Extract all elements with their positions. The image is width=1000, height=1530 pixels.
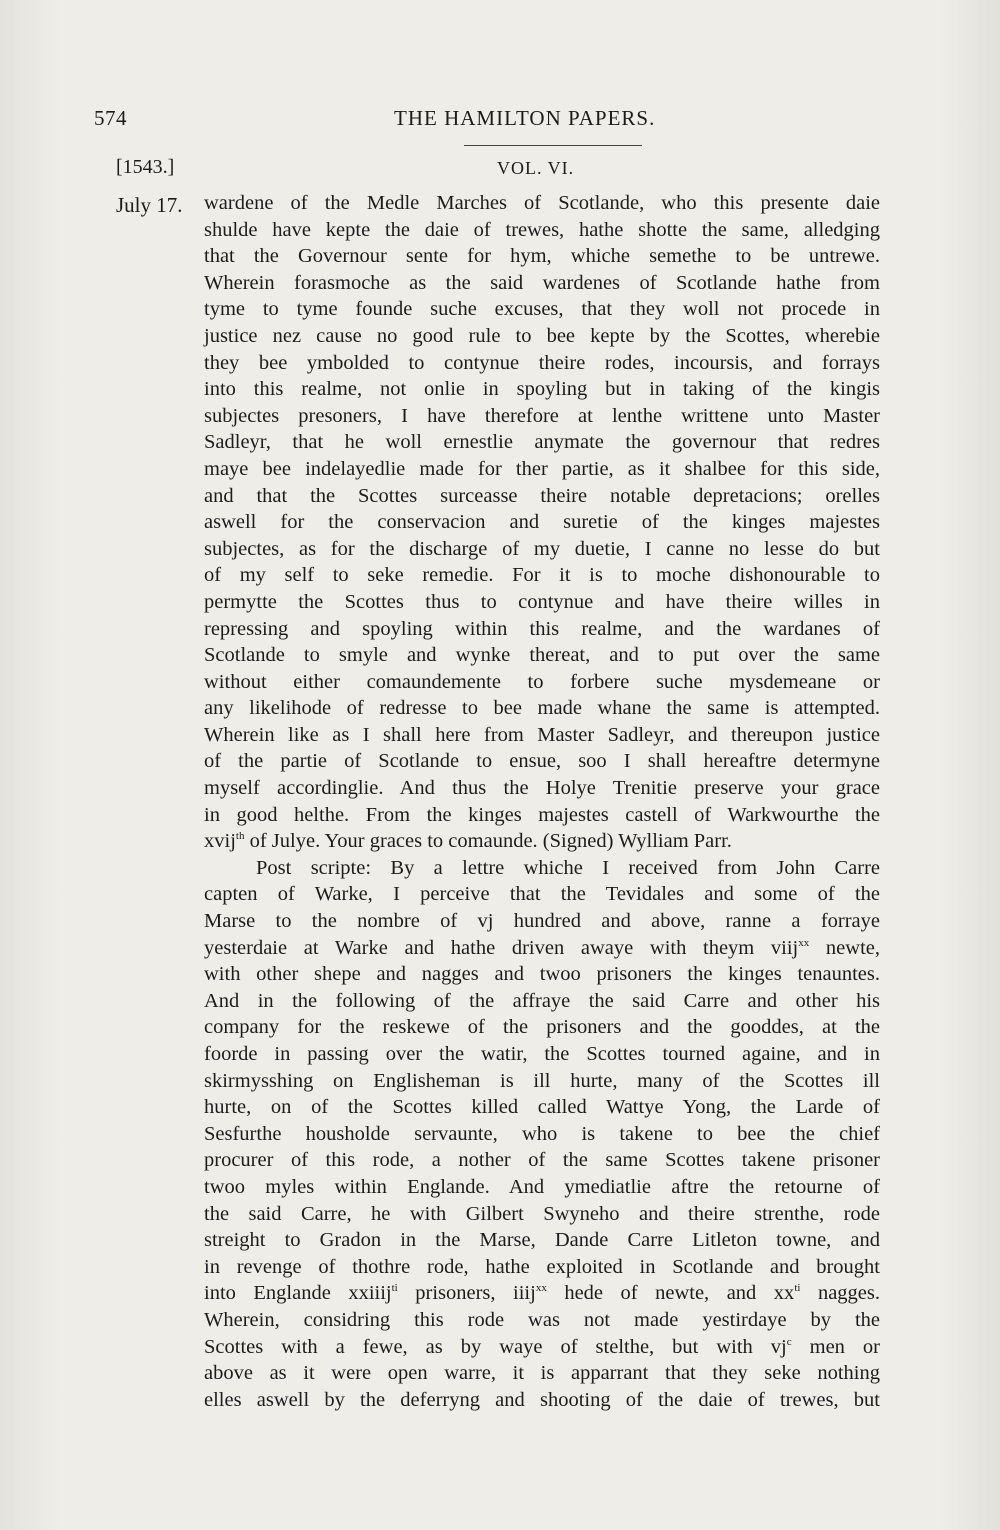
- paragraph-2-part-a: [204, 881, 880, 934]
- paragraph-2-part-b: [204, 961, 880, 1280]
- text-line: Wherein forasmoche as the said wardenes of Scotlande hathe from: [204, 271, 880, 294]
- text-line: aswell for the conservacion and suretie of the kinges majestes: [204, 511, 880, 534]
- text-line: with other shepe and nagges and twoo prisoners the kinges tenauntes.: [204, 963, 880, 986]
- volume-label: VOL. VI.: [497, 158, 575, 178]
- text-line: of the partie of Scotlande to ensue, soo I shall hereaftre determyne: [204, 750, 880, 773]
- text-line: skirmysshing on Englisheman is ill hurte, many of the Scottes ill: [204, 1069, 880, 1092]
- text-line: procurer of this rode, a nother of the same Scottes takene prisoner: [204, 1149, 880, 1172]
- running-title: THE HAMILTON PAPERS.: [394, 106, 656, 130]
- letter-text: [204, 190, 880, 1413]
- text-line: subjectes presoners, I have therefore at lenthe writtene unto Master: [204, 404, 880, 427]
- year-label: [1543.]: [116, 156, 175, 178]
- text-line: Scottes with a fewe, as by waye of stelthe, but with $vj^c$ men or: [204, 1335, 880, 1358]
- text-line: into this realme, not onlie in spoyling but in taking of the kingis: [204, 378, 880, 401]
- text-line: above as it were open warre, it is apparrant that they seke nothing: [204, 1362, 880, 1385]
- text-line: permytte the Scottes thus to contynue and have theire willes in: [204, 590, 880, 613]
- title-rule: [464, 145, 642, 146]
- text-line: myself accordinglie. And thus the Holye Trenitie preserve your grace: [204, 777, 880, 800]
- text-line: justice nez cause no good rule to bee kepte by the Scottes, wherebie: [204, 324, 880, 347]
- text-line: that the Governour sente for hym, whiche semethe to be untrewe.: [204, 245, 880, 268]
- text-line: company for the reskewe of the prisoners and the gooddes, at the: [204, 1016, 880, 1039]
- text-line: subjectes, as for the discharge of my duetie, I canne no lesse do but: [204, 537, 880, 560]
- text-line: Wherein, considring this rode was not made yestirdaye by the: [204, 1308, 880, 1331]
- text-line: without either comaundemente to forbere suche mysdemeane or: [204, 670, 880, 693]
- text-line: Scotlande to smyle and wynke thereat, and to put over the same: [204, 644, 880, 667]
- text-line: And in the following of the affraye the said Carre and other his: [204, 989, 880, 1012]
- text-line: elles aswell by the deferryng and shooting of the daie of trewes, but: [204, 1388, 880, 1411]
- text-line: tyme to tyme founde suche excuses, that they woll not procede in: [204, 298, 880, 321]
- text-line: shulde have kepte the daie of trewes, hathe shotte the same, alledging: [204, 218, 880, 241]
- text-line: and that the Scottes surceasse theire notable depretacions; orelles: [204, 484, 880, 507]
- text-line: Sadleyr, that he woll ernestlie anymate the governour that redres: [204, 431, 880, 454]
- text-line: repressing and spoyling within this realme, and the wardanes of: [204, 617, 880, 640]
- text-line: xvij$^{th}$ of Julye. Your graces to comaunde. (Signed) Wylliam Parr.: [204, 830, 732, 853]
- text-line: of my self to seke remedie. For it is to moche dishonourable to: [204, 564, 880, 587]
- text-line: maye bee indelayedlie made for ther partie, as it shalbee for this side,: [204, 457, 880, 480]
- text-line: capten of Warke, I perceive that the Tevidales and some of the: [204, 883, 880, 906]
- page-number: 574: [94, 106, 127, 130]
- text-line: Marse to the nombre of vj hundred and above, ranne a forraye: [204, 910, 880, 933]
- text-line: hurte, on of the Scottes killed called Wattye Yong, the Larde of: [204, 1096, 880, 1119]
- text-line: Sesfurthe housholde servaunte, who is takene to bee the chief: [204, 1122, 880, 1145]
- text-line: yesterdaie at Warke and hathe driven awaye with theym viij$^{xx}$ newte,: [204, 936, 881, 959]
- text-line: twoo myles within Englande. And ymediatlie aftre the retourne of: [204, 1175, 880, 1198]
- paragraph-1: [204, 190, 880, 828]
- text-line: streight to Gradon in the Marse, Dande Carre Litleton towne, and: [204, 1229, 880, 1252]
- text-line: in good helthe. From the kinges majestes castell of Warkwourthe the: [204, 803, 880, 826]
- text-line: Wherein like as I shall here from Master Sadleyr, and thereupon justice: [204, 723, 880, 746]
- margin-date: July 17.: [116, 193, 183, 217]
- text-line: in revenge of thothre rode, hathe exploited in Scotlande and brought: [204, 1255, 880, 1278]
- text-line: wardene of the Medle Marches of Scotlande, who this presente daie: [204, 192, 880, 214]
- text-line: they bee ymbolded to contynue theire rodes, incoursis, and forrays: [204, 351, 880, 374]
- text-line: into Englande xxiiij$^{ti}$ prisoners, iiij$^{xx}$ hede of newte, and $xx^{ti}$ nagges.: [204, 1282, 880, 1305]
- text-line: the said Carre, he with Gilbert Swyneho and theire strenthe, rode: [204, 1202, 880, 1225]
- text-line: any likelihode of redresse to bee made whane the same is attempted.: [204, 697, 880, 720]
- text-line: foorde in passing over the watir, the Scottes tourned againe, and in: [204, 1043, 880, 1065]
- text-line: Post scripte: By a lettre whiche I received from John Carre: [256, 856, 880, 879]
